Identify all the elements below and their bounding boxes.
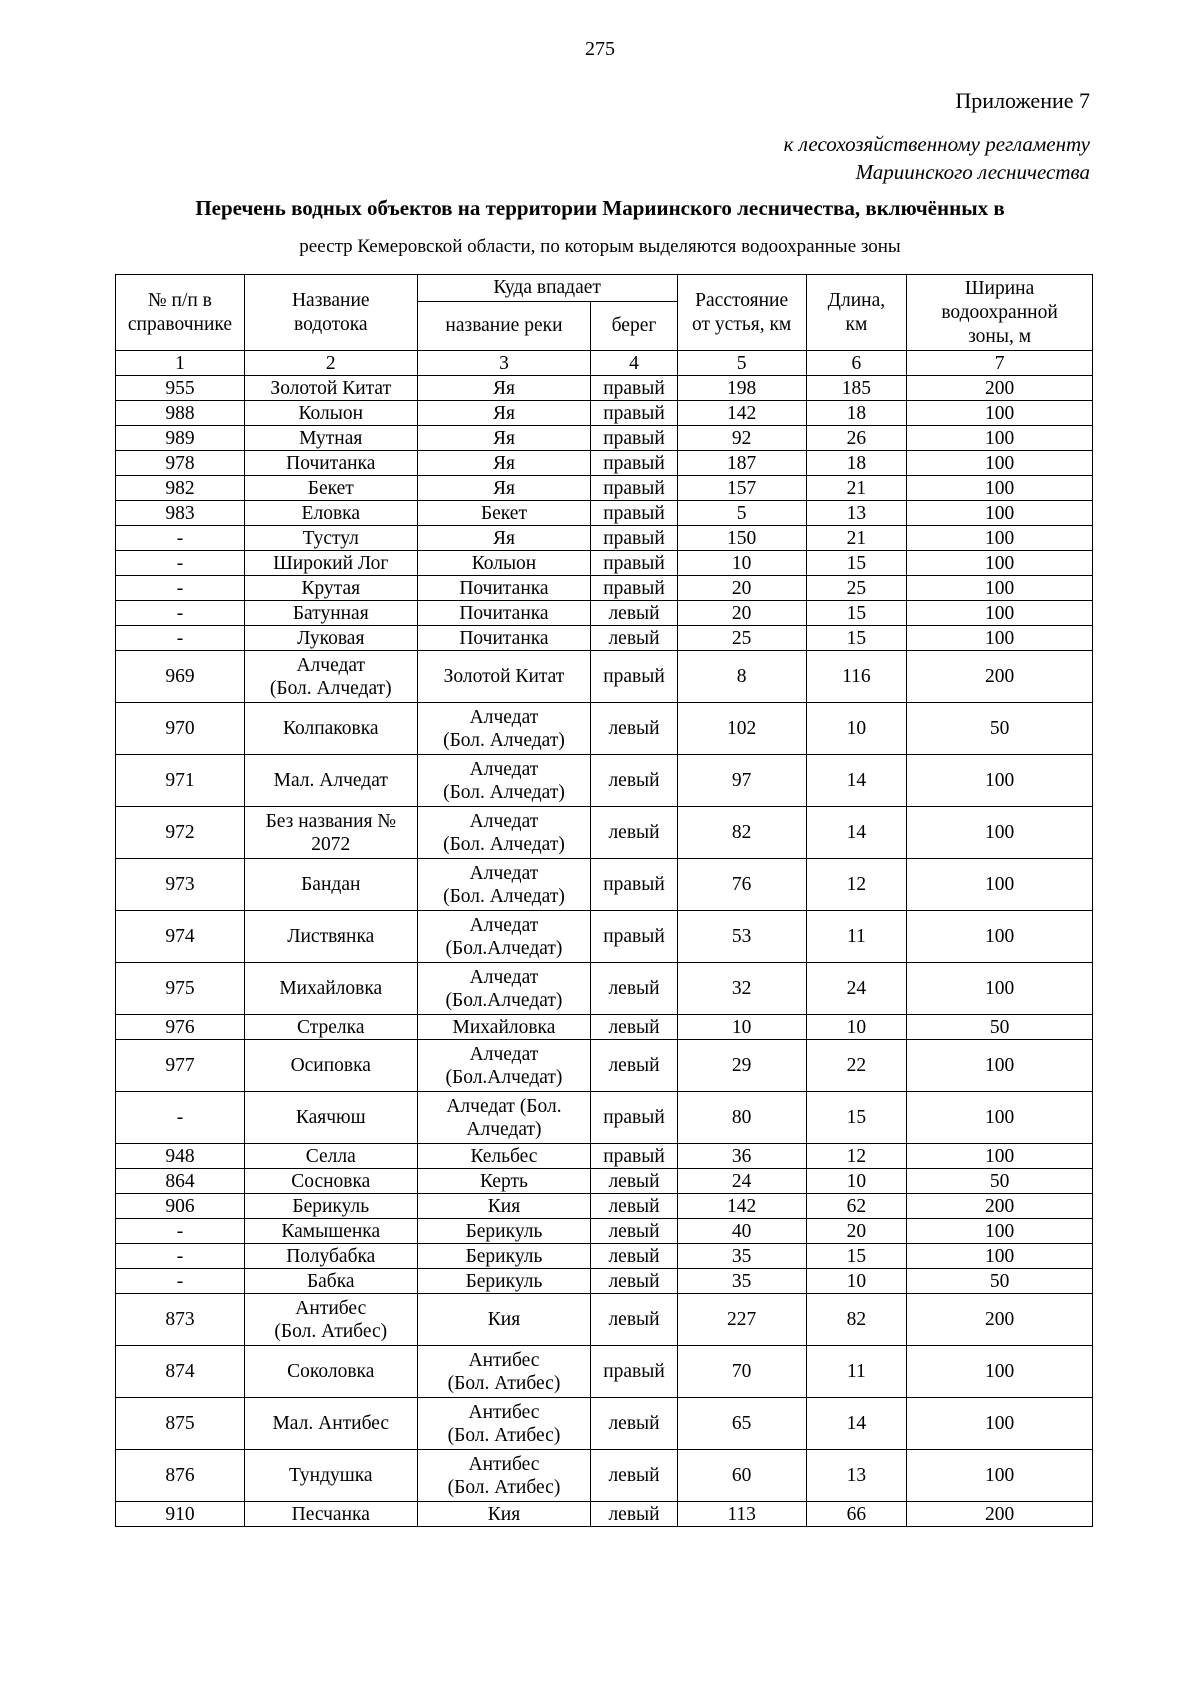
cell-stream-name: Каячюш [244, 1092, 417, 1144]
cell-distance: 142 [677, 1194, 806, 1219]
cell-zone-width: 200 [907, 376, 1093, 401]
cell-number: 974 [116, 911, 245, 963]
cell-number: 975 [116, 963, 245, 1015]
cell-distance: 32 [677, 963, 806, 1015]
cell-river-name: Алчедат (Бол. Алчедат) [417, 859, 591, 911]
header-zone-width: Ширина водоохранной зоны, м [907, 275, 1093, 351]
cell-length: 116 [806, 651, 907, 703]
cell-distance: 40 [677, 1219, 806, 1244]
cell-number: 983 [116, 501, 245, 526]
cell-zone-width: 100 [907, 859, 1093, 911]
cell-zone-width: 100 [907, 1144, 1093, 1169]
cell-river-name: Берикуль [417, 1219, 591, 1244]
header-row-1 [116, 275, 1093, 302]
cell-stream-name: Осиповка [244, 1040, 417, 1092]
cell-river-name: Михайловка [417, 1015, 591, 1040]
cell-zone-width: 100 [907, 755, 1093, 807]
column-number: 6 [806, 351, 907, 376]
cell-bank: правый [591, 376, 677, 401]
cell-river-name: Антибес (Бол. Атибес) [417, 1450, 591, 1502]
cell-stream-name: Камышенка [244, 1219, 417, 1244]
cell-river-name: Алчедат (Бол.Алчедат) [417, 963, 591, 1015]
cell-distance: 113 [677, 1502, 806, 1527]
cell-number: 977 [116, 1040, 245, 1092]
cell-distance: 36 [677, 1144, 806, 1169]
cell-length: 10 [806, 1269, 907, 1294]
table-row [116, 1169, 1093, 1194]
cell-length: 12 [806, 1144, 907, 1169]
cell-distance: 70 [677, 1346, 806, 1398]
table-row [116, 807, 1093, 859]
cell-stream-name: Мутная [244, 426, 417, 451]
cell-zone-width: 100 [907, 426, 1093, 451]
cell-zone-width: 100 [907, 807, 1093, 859]
table-row [116, 1398, 1093, 1450]
cell-river-name: Алчедат (Бол.Алчедат) [417, 911, 591, 963]
cell-bank: правый [591, 1092, 677, 1144]
cell-zone-width: 100 [907, 911, 1093, 963]
cell-zone-width: 200 [907, 1194, 1093, 1219]
cell-stream-name: Бекет [244, 476, 417, 501]
header-flows-into: Куда впадает [417, 275, 677, 302]
cell-distance: 20 [677, 576, 806, 601]
cell-river-name: Почитанка [417, 601, 591, 626]
cell-stream-name: Золотой Китат [244, 376, 417, 401]
cell-number: 970 [116, 703, 245, 755]
cell-bank: правый [591, 576, 677, 601]
cell-length: 15 [806, 626, 907, 651]
cell-zone-width: 100 [907, 1346, 1093, 1398]
table-row [116, 551, 1093, 576]
cell-river-name: Яя [417, 526, 591, 551]
cell-distance: 150 [677, 526, 806, 551]
cell-stream-name: Крутая [244, 576, 417, 601]
cell-river-name: Алчедат (Бол.Алчедат) [417, 1040, 591, 1092]
cell-stream-name: Берикуль [244, 1194, 417, 1219]
cell-river-name: Почитанка [417, 576, 591, 601]
cell-stream-name: Сосновка [244, 1169, 417, 1194]
cell-length: 24 [806, 963, 907, 1015]
table-row [116, 1450, 1093, 1502]
cell-length: 15 [806, 551, 907, 576]
cell-stream-name: Почитанка [244, 451, 417, 476]
table-row [116, 601, 1093, 626]
cell-number: 955 [116, 376, 245, 401]
document-title: Перечень водных объектов на территории Мариинского лесничества, включённых в [195, 196, 1005, 220]
cell-length: 62 [806, 1194, 907, 1219]
cell-river-name: Антибес (Бол. Атибес) [417, 1398, 591, 1450]
cell-river-name: Колыон [417, 551, 591, 576]
table-row [116, 703, 1093, 755]
table-row [116, 1294, 1093, 1346]
cell-number: 972 [116, 807, 245, 859]
cell-number: 989 [116, 426, 245, 451]
cell-length: 21 [806, 526, 907, 551]
cell-number: - [116, 1092, 245, 1144]
cell-number: 982 [116, 476, 245, 501]
cell-river-name: Бекет [417, 501, 591, 526]
cell-stream-name: Мал. Антибес [244, 1398, 417, 1450]
table-row [116, 476, 1093, 501]
table-row [116, 1144, 1093, 1169]
cell-distance: 24 [677, 1169, 806, 1194]
column-number: 2 [244, 351, 417, 376]
cell-zone-width: 100 [907, 1244, 1093, 1269]
cell-length: 185 [806, 376, 907, 401]
cell-length: 13 [806, 501, 907, 526]
cell-distance: 53 [677, 911, 806, 963]
cell-length: 14 [806, 755, 907, 807]
cell-length: 15 [806, 1092, 907, 1144]
table-row [116, 426, 1093, 451]
cell-bank: левый [591, 1169, 677, 1194]
cell-distance: 60 [677, 1450, 806, 1502]
header-number: № п/п в справочнике [116, 275, 245, 351]
cell-number: 910 [116, 1502, 245, 1527]
cell-stream-name: Полубабка [244, 1244, 417, 1269]
cell-number: - [116, 526, 245, 551]
cell-zone-width: 100 [907, 963, 1093, 1015]
cell-bank: левый [591, 1015, 677, 1040]
cell-stream-name: Песчанка [244, 1502, 417, 1527]
table-row [116, 651, 1093, 703]
cell-distance: 35 [677, 1269, 806, 1294]
cell-bank: правый [591, 1346, 677, 1398]
cell-length: 10 [806, 703, 907, 755]
cell-number: - [116, 576, 245, 601]
table-row [116, 376, 1093, 401]
cell-length: 14 [806, 1398, 907, 1450]
cell-number: 973 [116, 859, 245, 911]
header-stream-name: Название водотока [244, 275, 417, 351]
cell-distance: 20 [677, 601, 806, 626]
cell-bank: правый [591, 501, 677, 526]
cell-stream-name: Еловка [244, 501, 417, 526]
cell-bank: левый [591, 626, 677, 651]
cell-distance: 10 [677, 1015, 806, 1040]
cell-length: 22 [806, 1040, 907, 1092]
table-row [116, 1194, 1093, 1219]
cell-river-name: Берикуль [417, 1244, 591, 1269]
table-row [116, 1244, 1093, 1269]
cell-zone-width: 100 [907, 626, 1093, 651]
cell-zone-width: 200 [907, 1294, 1093, 1346]
table-row [116, 1015, 1093, 1040]
cell-length: 13 [806, 1450, 907, 1502]
subtitle-line-1: к лесохозяйственному регламенту [783, 132, 1090, 156]
cell-distance: 82 [677, 807, 806, 859]
cell-length: 15 [806, 1244, 907, 1269]
cell-distance: 142 [677, 401, 806, 426]
cell-bank: правый [591, 401, 677, 426]
table-row [116, 859, 1093, 911]
cell-bank: левый [591, 601, 677, 626]
cell-stream-name: Михайловка [244, 963, 417, 1015]
cell-number: 864 [116, 1169, 245, 1194]
cell-stream-name: Антибес (Бол. Атибес) [244, 1294, 417, 1346]
cell-distance: 76 [677, 859, 806, 911]
cell-distance: 187 [677, 451, 806, 476]
cell-number: - [116, 601, 245, 626]
document-title-continuation: реестр Кемеровской области, по которым выделяются водоохранные зоны [299, 236, 901, 257]
cell-river-name: Яя [417, 476, 591, 501]
column-number: 5 [677, 351, 806, 376]
cell-distance: 5 [677, 501, 806, 526]
cell-distance: 227 [677, 1294, 806, 1346]
cell-bank: правый [591, 911, 677, 963]
cell-zone-width: 50 [907, 1169, 1093, 1194]
cell-bank: левый [591, 1502, 677, 1527]
cell-zone-width: 100 [907, 1092, 1093, 1144]
cell-bank: левый [591, 703, 677, 755]
cell-length: 66 [806, 1502, 907, 1527]
cell-number: 875 [116, 1398, 245, 1450]
cell-bank: правый [591, 426, 677, 451]
header-distance: Расстояние от устья, км [677, 275, 806, 351]
cell-bank: левый [591, 1450, 677, 1502]
cell-bank: левый [591, 1398, 677, 1450]
cell-stream-name: Соколовка [244, 1346, 417, 1398]
cell-stream-name: Алчедат (Бол. Алчедат) [244, 651, 417, 703]
cell-bank: правый [591, 526, 677, 551]
table-row [116, 1502, 1093, 1527]
table-row [116, 626, 1093, 651]
cell-stream-name: Колпаковка [244, 703, 417, 755]
table-row [116, 1269, 1093, 1294]
cell-bank: правый [591, 551, 677, 576]
cell-river-name: Кия [417, 1194, 591, 1219]
cell-zone-width: 50 [907, 1015, 1093, 1040]
cell-distance: 10 [677, 551, 806, 576]
cell-distance: 157 [677, 476, 806, 501]
table-row [116, 1092, 1093, 1144]
cell-distance: 65 [677, 1398, 806, 1450]
cell-zone-width: 100 [907, 1450, 1093, 1502]
cell-river-name: Алчедат (Бол. Алчедат) [417, 1092, 591, 1144]
header-river-name: название реки [417, 302, 591, 351]
cell-river-name: Золотой Китат [417, 651, 591, 703]
cell-stream-name: Бабка [244, 1269, 417, 1294]
cell-number: 948 [116, 1144, 245, 1169]
page-number: 275 [585, 38, 615, 60]
cell-bank: левый [591, 1269, 677, 1294]
cell-number: - [116, 626, 245, 651]
water-objects-table [115, 274, 1093, 1527]
cell-zone-width: 100 [907, 1219, 1093, 1244]
cell-river-name: Яя [417, 376, 591, 401]
cell-river-name: Алчедат (Бол. Алчедат) [417, 703, 591, 755]
cell-number: 978 [116, 451, 245, 476]
cell-river-name: Керть [417, 1169, 591, 1194]
cell-length: 26 [806, 426, 907, 451]
cell-length: 82 [806, 1294, 907, 1346]
cell-zone-width: 100 [907, 451, 1093, 476]
header-length: Длина, км [806, 275, 907, 351]
cell-length: 10 [806, 1015, 907, 1040]
cell-distance: 92 [677, 426, 806, 451]
cell-number: - [116, 1244, 245, 1269]
table-row [116, 526, 1093, 551]
cell-river-name: Алчедат (Бол. Алчедат) [417, 807, 591, 859]
cell-number: 969 [116, 651, 245, 703]
cell-zone-width: 100 [907, 401, 1093, 426]
cell-stream-name: Колыон [244, 401, 417, 426]
table-row [116, 1040, 1093, 1092]
cell-zone-width: 100 [907, 1398, 1093, 1450]
column-number: 7 [907, 351, 1093, 376]
cell-zone-width: 50 [907, 1269, 1093, 1294]
cell-zone-width: 100 [907, 526, 1093, 551]
cell-stream-name: Бандан [244, 859, 417, 911]
cell-zone-width: 50 [907, 703, 1093, 755]
cell-distance: 80 [677, 1092, 806, 1144]
table-row [116, 755, 1093, 807]
cell-number: 976 [116, 1015, 245, 1040]
cell-stream-name: Листвянка [244, 911, 417, 963]
cell-bank: правый [591, 476, 677, 501]
cell-distance: 102 [677, 703, 806, 755]
cell-distance: 25 [677, 626, 806, 651]
cell-bank: левый [591, 963, 677, 1015]
cell-bank: левый [591, 1040, 677, 1092]
cell-length: 18 [806, 451, 907, 476]
cell-stream-name: Тустул [244, 526, 417, 551]
cell-bank: правый [591, 451, 677, 476]
table-row [116, 1346, 1093, 1398]
cell-bank: левый [591, 1219, 677, 1244]
cell-river-name: Яя [417, 401, 591, 426]
subtitle-line-2: Мариинского лесничества [855, 160, 1090, 184]
cell-river-name: Берикуль [417, 1269, 591, 1294]
cell-bank: левый [591, 1194, 677, 1219]
table-row [116, 401, 1093, 426]
table-row [116, 911, 1093, 963]
cell-number: 971 [116, 755, 245, 807]
cell-bank: левый [591, 1294, 677, 1346]
cell-river-name: Кия [417, 1294, 591, 1346]
cell-river-name: Алчедат (Бол. Алчедат) [417, 755, 591, 807]
cell-number: - [116, 1269, 245, 1294]
cell-stream-name: Тундушка [244, 1450, 417, 1502]
cell-bank: правый [591, 651, 677, 703]
table-row [116, 501, 1093, 526]
column-number: 1 [116, 351, 245, 376]
cell-length: 11 [806, 911, 907, 963]
cell-length: 15 [806, 601, 907, 626]
column-number-row [116, 351, 1093, 376]
cell-river-name: Антибес (Бол. Атибес) [417, 1346, 591, 1398]
cell-number: - [116, 551, 245, 576]
cell-number: - [116, 1219, 245, 1244]
cell-distance: 8 [677, 651, 806, 703]
cell-stream-name: Широкий Лог [244, 551, 417, 576]
cell-bank: левый [591, 755, 677, 807]
cell-stream-name: Селла [244, 1144, 417, 1169]
table-row [116, 963, 1093, 1015]
cell-stream-name: Мал. Алчедат [244, 755, 417, 807]
cell-zone-width: 200 [907, 651, 1093, 703]
table-row [116, 451, 1093, 476]
column-number: 4 [591, 351, 677, 376]
cell-bank: левый [591, 1244, 677, 1269]
cell-number: 988 [116, 401, 245, 426]
cell-zone-width: 100 [907, 576, 1093, 601]
cell-distance: 29 [677, 1040, 806, 1092]
table-row [116, 1219, 1093, 1244]
cell-number: 906 [116, 1194, 245, 1219]
cell-length: 14 [806, 807, 907, 859]
cell-zone-width: 100 [907, 501, 1093, 526]
cell-length: 20 [806, 1219, 907, 1244]
cell-stream-name: Без названия № 2072 [244, 807, 417, 859]
cell-number: 873 [116, 1294, 245, 1346]
cell-zone-width: 200 [907, 1502, 1093, 1527]
cell-length: 12 [806, 859, 907, 911]
cell-zone-width: 100 [907, 601, 1093, 626]
cell-river-name: Яя [417, 451, 591, 476]
cell-stream-name: Стрелка [244, 1015, 417, 1040]
cell-length: 11 [806, 1346, 907, 1398]
cell-bank: правый [591, 1144, 677, 1169]
cell-length: 18 [806, 401, 907, 426]
cell-length: 10 [806, 1169, 907, 1194]
column-number: 3 [417, 351, 591, 376]
cell-distance: 35 [677, 1244, 806, 1269]
appendix-subtitle [784, 130, 1090, 186]
cell-distance: 97 [677, 755, 806, 807]
cell-length: 25 [806, 576, 907, 601]
cell-zone-width: 100 [907, 476, 1093, 501]
appendix-label: Приложение 7 [955, 88, 1090, 113]
table-row [116, 576, 1093, 601]
cell-zone-width: 100 [907, 1040, 1093, 1092]
cell-zone-width: 100 [907, 551, 1093, 576]
cell-river-name: Яя [417, 426, 591, 451]
cell-length: 21 [806, 476, 907, 501]
cell-stream-name: Луковая [244, 626, 417, 651]
cell-river-name: Кельбес [417, 1144, 591, 1169]
cell-bank: правый [591, 859, 677, 911]
cell-river-name: Почитанка [417, 626, 591, 651]
cell-number: 874 [116, 1346, 245, 1398]
header-bank: берег [591, 302, 677, 351]
cell-river-name: Кия [417, 1502, 591, 1527]
cell-distance: 198 [677, 376, 806, 401]
cell-number: 876 [116, 1450, 245, 1502]
cell-stream-name: Батунная [244, 601, 417, 626]
cell-bank: левый [591, 807, 677, 859]
